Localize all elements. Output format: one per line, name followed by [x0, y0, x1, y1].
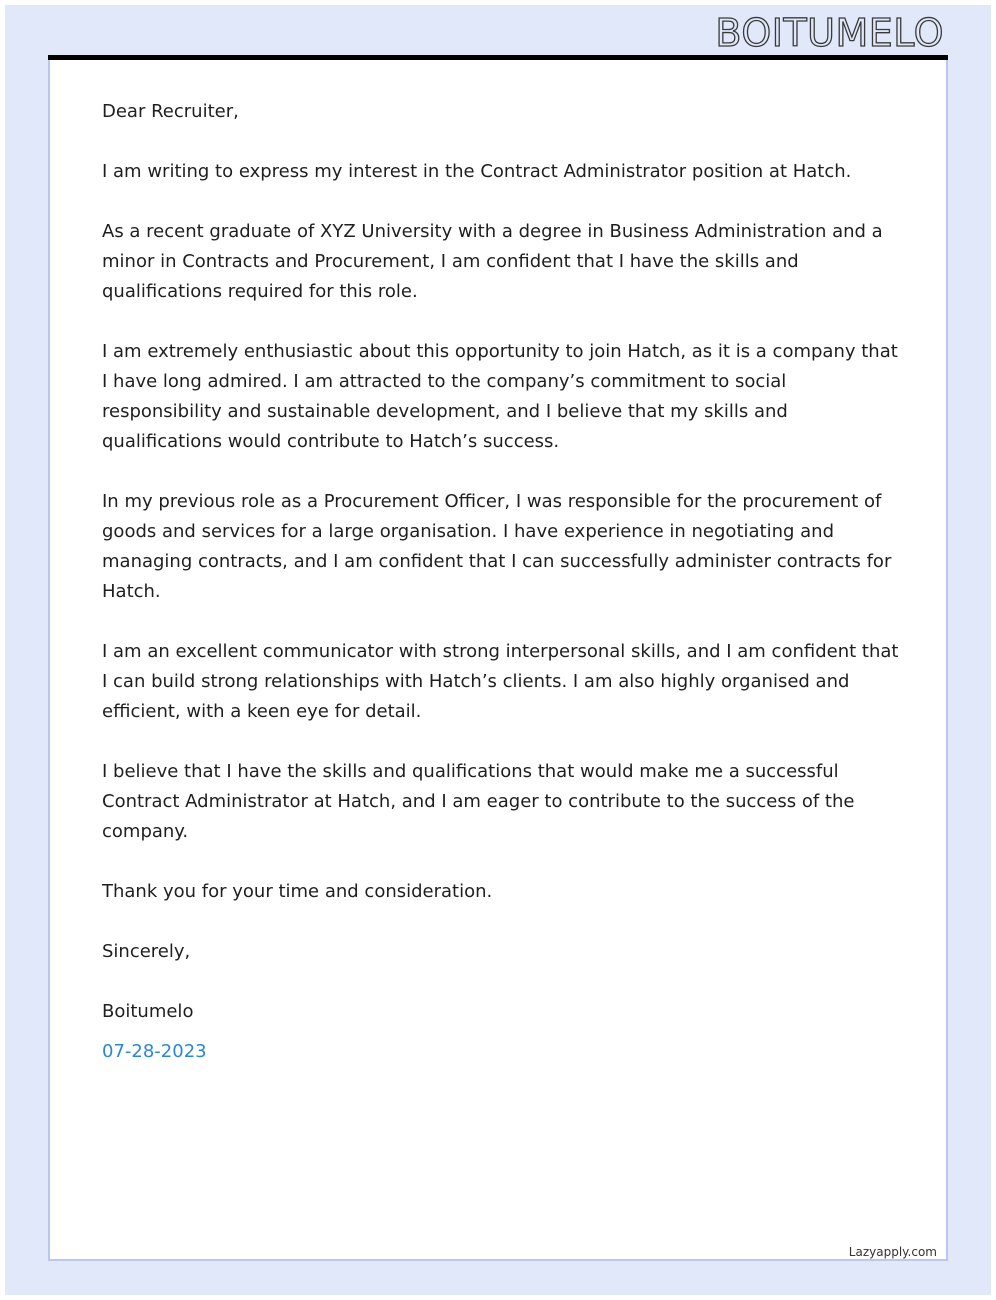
letter-date: 07-28-2023: [102, 1041, 207, 1062]
footer-brand: Lazyapply.com: [848, 1245, 937, 1259]
paragraph-education: As a recent graduate of XYZ University with a degree in Business Administration and a minor in Contracts and Procurement, I am confident that I have the skills and qualifications required for this role.: [102, 221, 883, 302]
paragraph-motivation: I am extremely enthusiastic about this opportunity to join Hatch, as it is a company that I have long admired. I am attracted to the company’s commitment to social responsibility and sustainable development, and I believe that my skills and qualifications would contribute to Hatch’s success.: [102, 341, 898, 452]
paragraph-experience: In my previous role as a Procurement Officer, I was responsible for the procurement of goods and services for a large organisation. I have experience in negotiating and managing contracts, and I am confident that I can successfully administer contracts for Hatch.: [102, 491, 892, 602]
cover-letter-body: [102, 97, 902, 1067]
letter-sheet: [48, 60, 948, 1261]
signature: Boitumelo: [102, 1001, 194, 1022]
paragraph-skills: I am an excellent communicator with strong interpersonal skills, and I am confident that I can build strong relationships with Hatch’s clients. I am also highly organised and efficient, with a keen eye for detail.: [102, 641, 899, 722]
paragraph-thanks: Thank you for your time and consideration.: [102, 881, 493, 902]
closing: Sincerely,: [102, 941, 191, 962]
applicant-name-header: BOITUMELO: [715, 11, 944, 55]
paragraph-intro: I am writing to express my interest in the Contract Administrator position at Hatch.: [102, 161, 852, 182]
greeting: Dear Recruiter,: [102, 101, 239, 122]
paragraph-summary: I believe that I have the skills and qualifications that would make me a successful Contract Administrator at Hatch, and I am eager to contribute to the success of the company.: [102, 761, 855, 842]
